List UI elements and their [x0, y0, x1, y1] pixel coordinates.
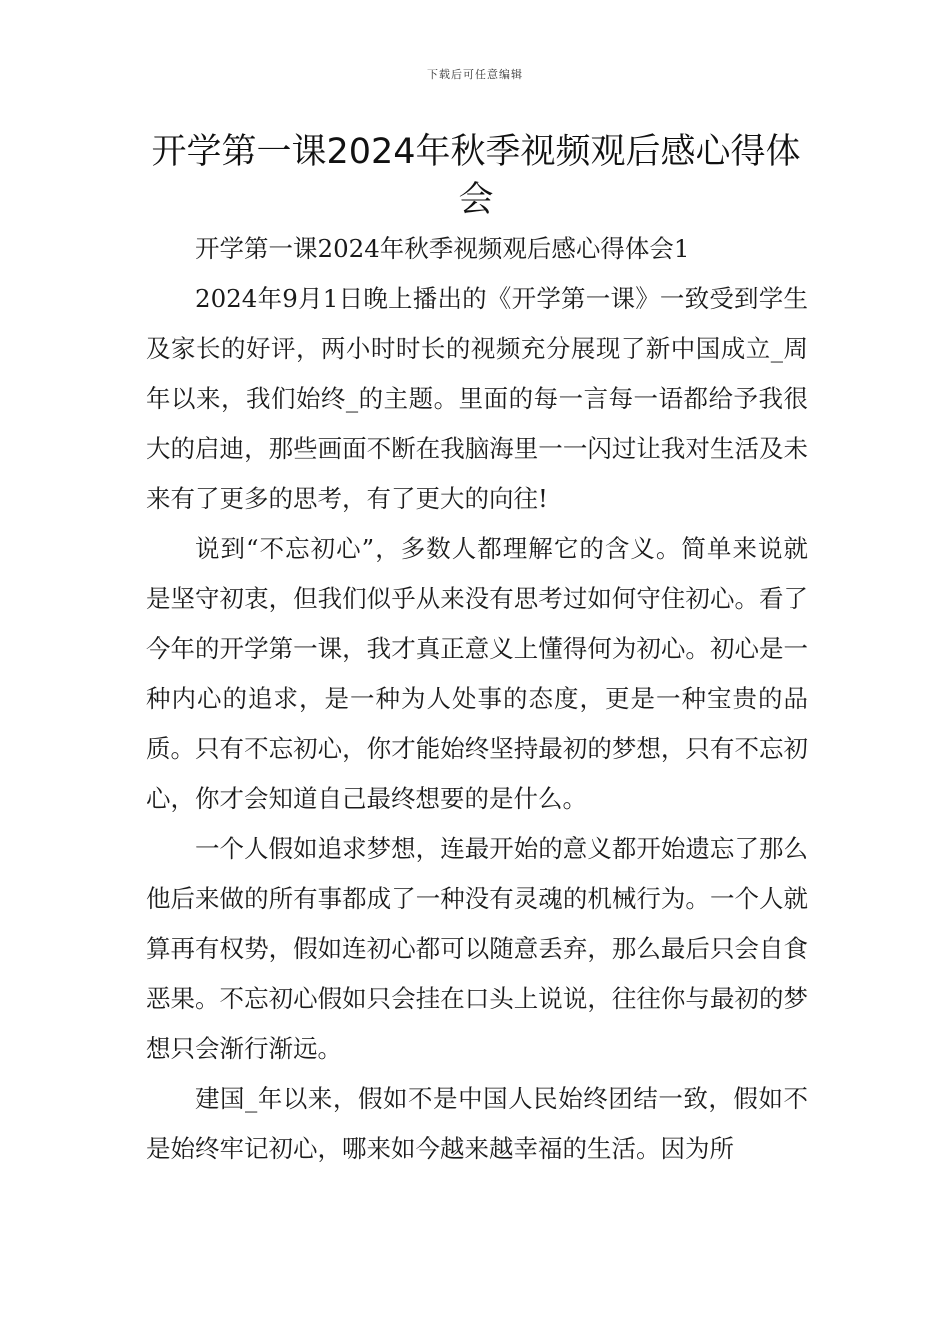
subtitle-paragraph: 开学第一课2024年秋季视频观后感心得体会1	[195, 234, 690, 263]
body-paragraph: 一个人假如追求梦想，连最开始的意义都开始遗忘了那么他后来做的所有事都成了一种没有灵魂的机械行为。一个人就算再有权势，假如连初心都可以随意丢弃，那么最后只会自食恶果。不忘初心假如只会挂在口头上说说，往往你与最初的梦想只会渐行渐远。	[146, 834, 808, 1063]
header-note: 下载后可任意编辑	[427, 68, 523, 81]
document-title: 开学第一课2024年秋季视频观后感心得体会	[151, 132, 801, 220]
body-paragraph: 建国_年以来，假如不是中国人民始终团结一致，假如不是始终牢记初心，哪来如今越来越幸福的生活。因为所	[146, 1084, 808, 1163]
document-body	[146, 224, 808, 1174]
body-paragraph: 2024年9月1日晚上播出的《开学第一课》一致受到学生及家长的好评，两小时时长的视频充分展现了新中国成立_周年以来，我们始终_的主题。里面的每一言每一语都给予我很大的启迪，那些画面不断在我脑海里一一闪过让我对生活及未来有了更多的思考，有了更大的向往!	[146, 284, 808, 513]
body-paragraph: 说到“不忘初心”，多数人都理解它的含义。简单来说就是坚守初衷，但我们似乎从来没有思考过如何守住初心。看了今年的开学第一课，我才真正意义上懂得何为初心。初心是一种内心的追求，是一种为人处事的态度，更是一种宝贵的品质。只有不忘初心，你才能始终坚持最初的梦想，只有不忘初心，你才会知道自己最终想要的是什么。	[146, 534, 808, 813]
